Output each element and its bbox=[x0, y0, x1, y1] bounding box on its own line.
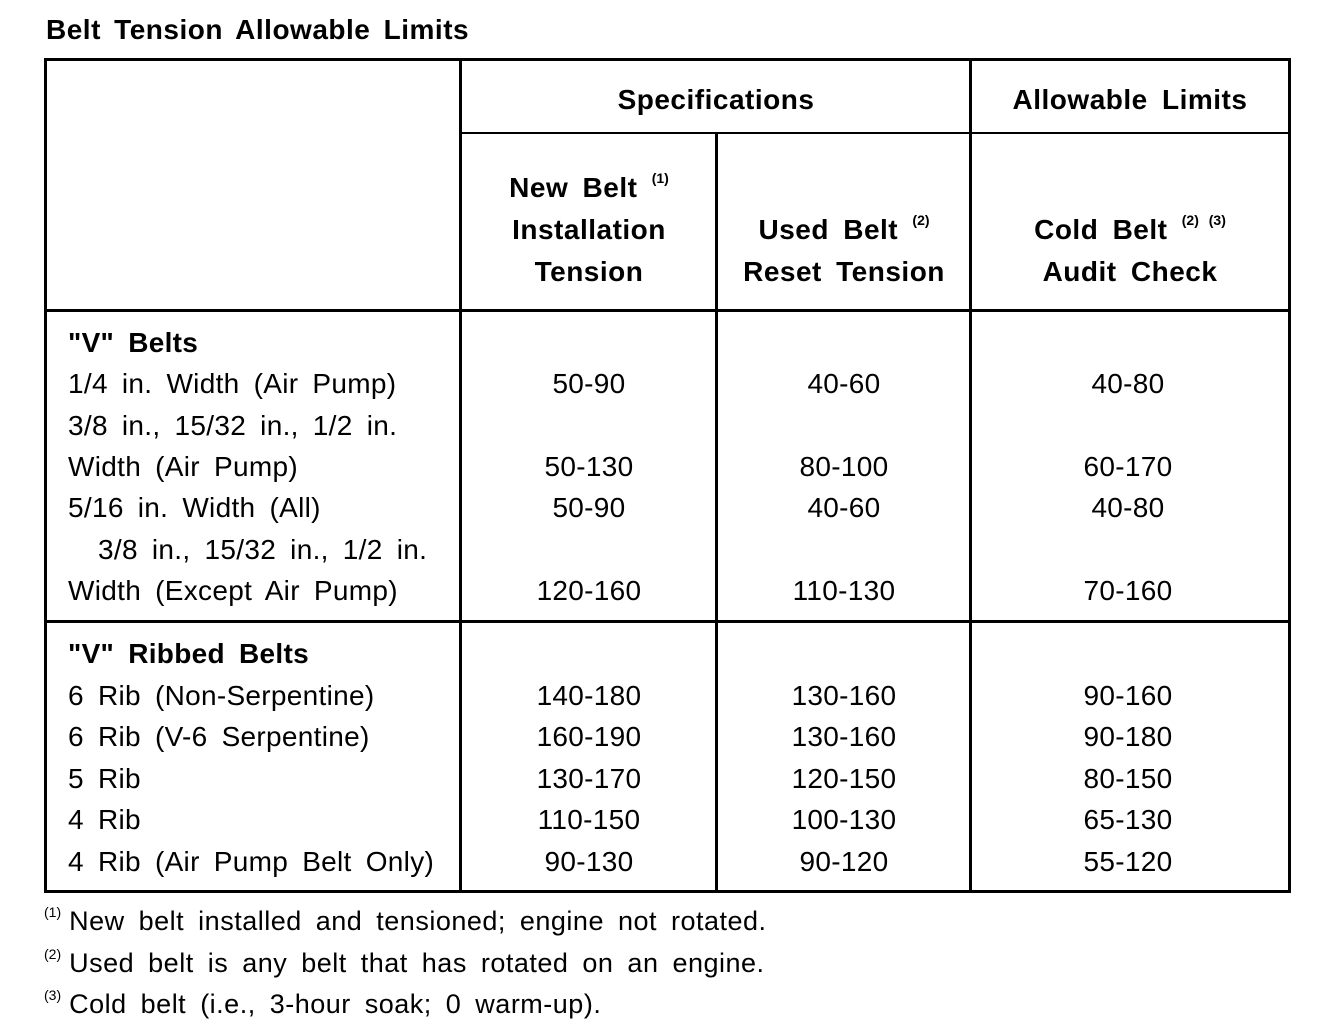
row-label: 4 Rib (Air Pump Belt Only) bbox=[68, 846, 435, 877]
header-bottom-rule bbox=[44, 309, 1291, 312]
specifications-header: Specifications bbox=[617, 84, 815, 115]
table-row bbox=[68, 800, 1288, 840]
cold-belt-value: 80-150 bbox=[1083, 763, 1173, 794]
row-label: 6 Rib (V-6 Serpentine) bbox=[68, 721, 370, 752]
ribbed-belts-heading: "V" Ribbed Belts bbox=[68, 638, 309, 669]
table-row bbox=[68, 447, 1288, 487]
new-belt-value: 130-170 bbox=[536, 763, 642, 794]
footnote-marker: (2) bbox=[44, 946, 62, 962]
new-belt-line1: New Belt bbox=[509, 172, 638, 203]
row-label: 4 Rib bbox=[68, 804, 141, 835]
row-label: 3/8 in., 15/32 in., 1/2 in. bbox=[98, 534, 428, 565]
footnote-text: Used belt is any belt that has rotated on an engine. bbox=[69, 948, 765, 978]
table-row bbox=[68, 759, 1288, 799]
cold-belt-value: 40-80 bbox=[1091, 492, 1165, 523]
footnote-marker-1: (1) bbox=[651, 170, 669, 186]
v-belts-heading: "V" Belts bbox=[68, 327, 199, 358]
used-belt-value: 130-160 bbox=[791, 721, 897, 752]
table-row bbox=[98, 530, 1288, 570]
row-label: 5 Rib bbox=[68, 763, 141, 794]
cold-belt-value: 90-180 bbox=[1083, 721, 1173, 752]
row-label: Width (Except Air Pump) bbox=[68, 575, 398, 606]
cold-belt-line1: Cold Belt bbox=[1034, 214, 1168, 245]
cold-belt-header bbox=[972, 199, 1288, 293]
table-row bbox=[68, 676, 1288, 716]
new-belt-line2: Installation bbox=[512, 214, 666, 245]
footnote-text: Cold belt (i.e., 3-hour soak; 0 warm-up). bbox=[69, 989, 602, 1019]
page-title: Belt Tension Allowable Limits bbox=[46, 14, 470, 45]
footnote-marker-2-3: (2) (3) bbox=[1181, 212, 1226, 228]
used-belt-line1: Used Belt bbox=[758, 214, 899, 245]
section-divider bbox=[44, 620, 1291, 623]
new-belt-value: 110-150 bbox=[537, 804, 641, 835]
new-belt-value: 90-130 bbox=[544, 846, 634, 877]
header-subdivider bbox=[461, 132, 1291, 134]
table-row bbox=[68, 406, 1288, 446]
cold-belt-value: 40-80 bbox=[1091, 368, 1165, 399]
cold-belt-value: 90-160 bbox=[1083, 680, 1173, 711]
used-belt-value: 40-60 bbox=[807, 368, 881, 399]
footnote-3 bbox=[44, 987, 601, 1020]
used-belt-value: 100-130 bbox=[791, 804, 897, 835]
new-belt-header bbox=[462, 157, 716, 293]
table-row bbox=[68, 364, 1288, 404]
footnote-marker: (3) bbox=[44, 987, 62, 1003]
footnote-text: New belt installed and tensioned; engine not rotated. bbox=[69, 906, 767, 936]
used-belt-value: 80-100 bbox=[799, 451, 889, 482]
row-label: 5/16 in. Width (All) bbox=[68, 492, 321, 523]
new-belt-value: 120-160 bbox=[536, 575, 642, 606]
allowable-limits-header: Allowable Limits bbox=[1012, 84, 1248, 115]
new-belt-line3: Tension bbox=[534, 256, 644, 287]
row-label: 3/8 in., 15/32 in., 1/2 in. bbox=[68, 410, 398, 441]
footnote-1 bbox=[44, 904, 767, 937]
cold-belt-value: 60-170 bbox=[1083, 451, 1173, 482]
cold-belt-value: 55-120 bbox=[1083, 846, 1173, 877]
cold-belt-value: 65-130 bbox=[1083, 804, 1173, 835]
row-label: 6 Rib (Non-Serpentine) bbox=[68, 680, 375, 711]
row-label: Width (Air Pump) bbox=[68, 451, 298, 482]
table-row bbox=[68, 717, 1288, 757]
used-belt-value: 40-60 bbox=[807, 492, 881, 523]
new-belt-value: 50-90 bbox=[552, 368, 626, 399]
used-belt-value: 120-150 bbox=[791, 763, 897, 794]
cold-belt-line2: Audit Check bbox=[1042, 256, 1218, 287]
footnote-marker-2: (2) bbox=[912, 212, 930, 228]
table-row bbox=[68, 488, 1288, 528]
table-row bbox=[68, 842, 1288, 882]
footnote-marker: (1) bbox=[44, 904, 62, 920]
new-belt-value: 50-90 bbox=[552, 492, 626, 523]
used-belt-line2: Reset Tension bbox=[743, 256, 945, 287]
new-belt-value: 50-130 bbox=[544, 451, 634, 482]
new-belt-value: 140-180 bbox=[536, 680, 642, 711]
used-belt-value: 130-160 bbox=[791, 680, 897, 711]
used-belt-value: 110-130 bbox=[792, 575, 896, 606]
used-belt-header bbox=[718, 199, 970, 293]
new-belt-value: 160-190 bbox=[536, 721, 642, 752]
footnote-2 bbox=[44, 946, 765, 979]
cold-belt-value: 70-160 bbox=[1083, 575, 1173, 606]
used-belt-value: 90-120 bbox=[799, 846, 889, 877]
row-label: 1/4 in. Width (Air Pump) bbox=[68, 368, 397, 399]
table-row bbox=[68, 571, 1288, 611]
